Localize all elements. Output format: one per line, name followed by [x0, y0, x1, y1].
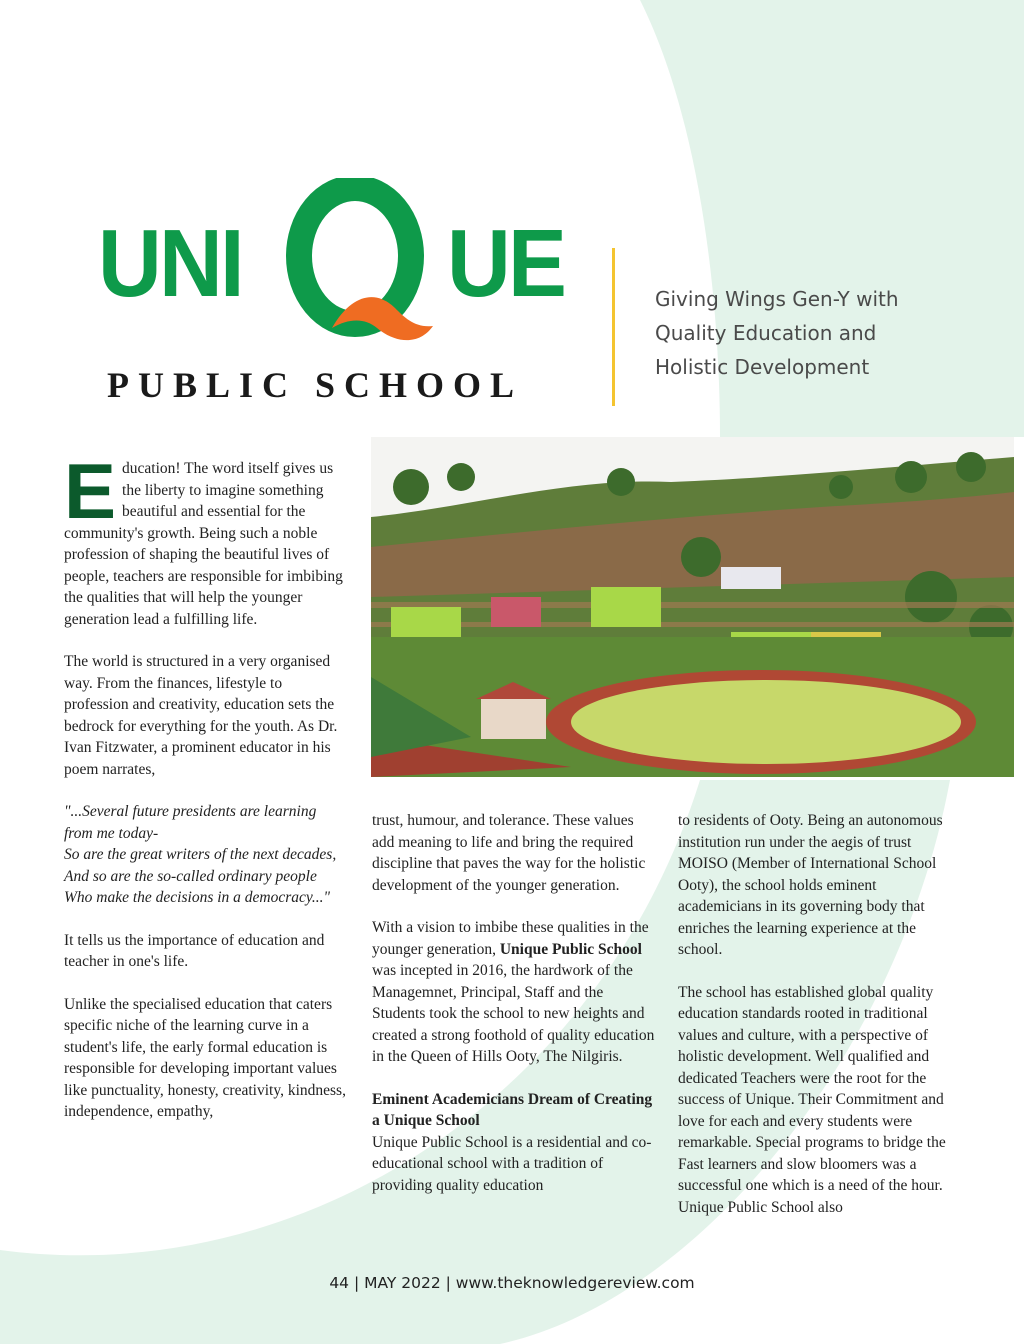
school-name-bold: Unique Public School [499, 940, 642, 958]
logo-word-right: UE [447, 210, 565, 317]
tagline-line-2: Quality Education and [655, 321, 877, 345]
poem-line: Who make the decisions in a democracy..." [64, 889, 331, 906]
poem-line: So are the great writers of the next decades, [64, 846, 337, 863]
tagline [655, 282, 975, 384]
campus-aerial-photo [371, 437, 1014, 777]
paragraph: The school has established global quality education standards rooted in traditional values and culture, with a perspective of holistic development. Well qualified and dedicated Teachers were the root for the success of Unique. Their Commitment and love for each and every students were remarkable. Special programs to bridge the Fast learners and slow bloomers was a successful one which is a need of the hour. Unique Public School also [678, 983, 946, 1216]
yellow-divider [612, 248, 615, 406]
paragraph: The world is structured in a very organised way. From the finances, lifestyle to profession and creativity, education sets the bedrock for everything for the youth. As Dr. Ivan Fitzwater, a prominent educator in his poem narrates, [64, 653, 338, 778]
intro-paragraph [64, 447, 346, 630]
drop-cap: E [64, 447, 117, 535]
logo-word-left: UNI [98, 210, 242, 317]
poem-line: And so are the so-called ordinary people [64, 867, 317, 885]
section-heading: Eminent Academicians Dream of Creating a Unique School [372, 1090, 653, 1129]
paragraph: It tells us the importance of education and teacher in one's life. [64, 931, 325, 970]
paragraph: to residents of Ooty. Being an autonomous institution run under the aegis of trust MOISO (Member of International School Ooty), the school holds eminent academicians in its governing body that enriches the learning experience at the school. [678, 812, 943, 958]
poem-line: "...Several future presidents are learning from me today- [64, 803, 317, 842]
logo-subtitle: PUBLIC SCHOOL [107, 365, 524, 405]
intro-text: ducation! The word itself gives us the liberty to imagine something beautiful and essential for the community's growth. Being such a noble profession of shaping the beautiful lives of people, teachers are responsible for imbibing the qualities that will help the younger generation lead a fulfilling life. [64, 460, 343, 628]
section-block [372, 1089, 656, 1197]
paragraph [372, 917, 656, 1068]
poem-quote [64, 801, 346, 909]
logo-q-mark [277, 178, 437, 348]
article-column-1 [64, 447, 346, 1144]
paragraph: Unique Public School is a residential and co-educational school with a tradition of providing quality education [372, 1133, 652, 1194]
article-column-3 [678, 810, 954, 1239]
paragraph: trust, humour, and tolerance. These values add meaning to life and bring the required discipline that paves the way for the holistic development of the younger generation. [372, 812, 646, 894]
text-run: was incepted in 2016, the hardwork of the Managemnet, Principal, Staff and the Students took the school to new heights and created a strong foothold of quality education in the Queen of Hills Ooty, The Nilgiris. [372, 962, 655, 1065]
paragraph: Unlike the specialised education that caters specific niche of the learning curve in a student's life, the early formal education is responsible for developing important values like punctuality, honesty, creativity, kindness, independence, empathy, [64, 995, 346, 1120]
school-logo [95, 178, 565, 408]
article-column-2 [372, 810, 656, 1217]
page-footer: 44 | MAY 2022 | www.theknowledgereview.com [329, 1274, 695, 1292]
tagline-line-1: Giving Wings Gen-Y with [655, 287, 899, 311]
tagline-line-3: Holistic Development [655, 355, 870, 379]
text-run: With a vision to imbibe these qualities in the younger generation, [372, 919, 649, 958]
